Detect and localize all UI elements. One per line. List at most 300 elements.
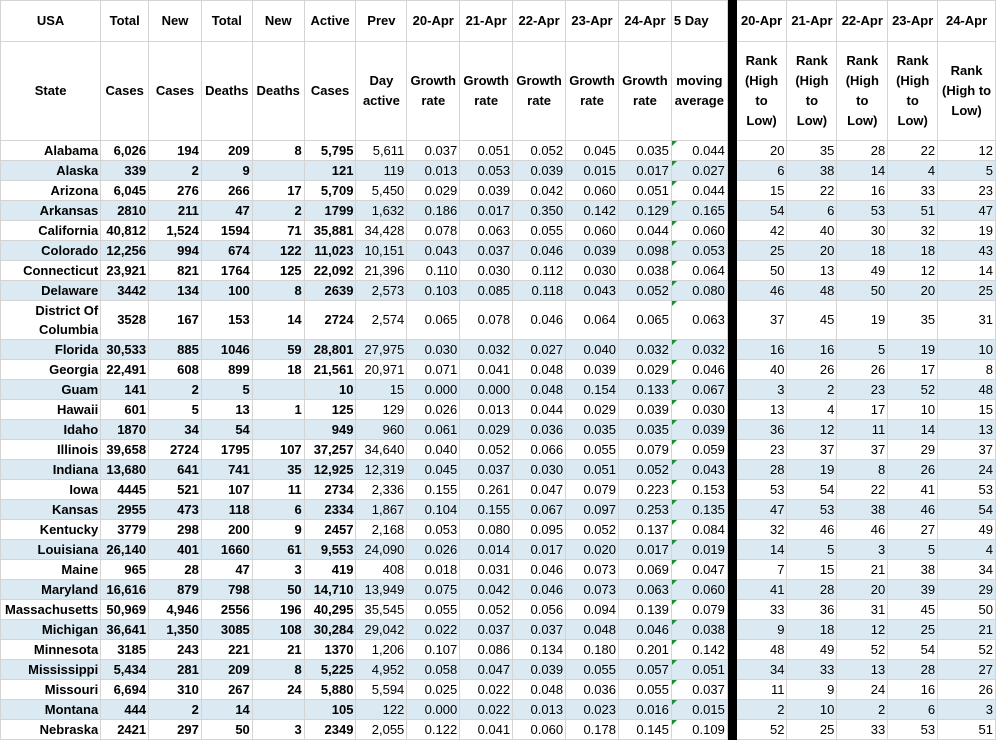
- table-row: [1, 440, 996, 460]
- table-cell: 0.032: [671, 340, 727, 360]
- table-cell: 54: [787, 480, 837, 500]
- table-cell: 473: [149, 500, 202, 520]
- table-cell: 0.029: [618, 360, 671, 380]
- table-row: [1, 580, 996, 600]
- table-cell: 0.015: [566, 161, 619, 181]
- table-cell: 0.065: [618, 301, 671, 340]
- table-cell: 0.061: [407, 420, 460, 440]
- table-cell: 13: [736, 400, 787, 420]
- table-cell: 26: [787, 360, 837, 380]
- table-cell: 0.142: [671, 640, 727, 660]
- table-cell: 674: [201, 241, 252, 261]
- column-divider: [727, 141, 736, 161]
- table-cell: 0.129: [618, 201, 671, 221]
- table-cell: 798: [201, 580, 252, 600]
- table-cell: 0.058: [407, 660, 460, 680]
- table-cell: 521: [149, 480, 202, 500]
- table-cell: 50,969: [101, 600, 149, 620]
- table-cell: 16: [837, 181, 888, 201]
- table-cell: 0.037: [407, 141, 460, 161]
- table-cell: 0.047: [671, 560, 727, 580]
- state-name-cell: Colorado: [1, 241, 101, 261]
- column-header: 24-Apr: [618, 1, 671, 42]
- table-cell: 3442: [101, 281, 149, 301]
- table-cell: 21: [252, 640, 304, 660]
- table-cell: 0.052: [513, 141, 566, 161]
- column-divider: [727, 181, 736, 201]
- table-cell: 0.044: [513, 400, 566, 420]
- state-name-cell: Illinois: [1, 440, 101, 460]
- table-cell: 0.017: [618, 161, 671, 181]
- table-cell: 14: [938, 261, 996, 281]
- table-cell: 20,971: [356, 360, 407, 380]
- table-cell: 26: [938, 680, 996, 700]
- column-header: Deaths: [252, 42, 304, 141]
- table-cell: 40,812: [101, 221, 149, 241]
- table-cell: 48: [787, 281, 837, 301]
- state-name-cell: Montana: [1, 700, 101, 720]
- table-cell: 960: [356, 420, 407, 440]
- table-cell: 0.052: [460, 600, 513, 620]
- state-name-cell: Kansas: [1, 500, 101, 520]
- table-cell: 0.046: [513, 301, 566, 340]
- table-row: [1, 201, 996, 221]
- column-divider: [727, 221, 736, 241]
- table-cell: 196: [252, 600, 304, 620]
- table-cell: 13: [787, 261, 837, 281]
- table-cell: 16: [787, 340, 837, 360]
- table-cell: 22: [837, 480, 888, 500]
- table-cell: 741: [201, 460, 252, 480]
- table-cell: 28: [736, 460, 787, 480]
- table-cell: 46: [736, 281, 787, 301]
- table-cell: 105: [304, 700, 356, 720]
- table-cell: 0.036: [513, 420, 566, 440]
- table-cell: 0.027: [671, 161, 727, 181]
- table-cell: 31: [938, 301, 996, 340]
- table-cell: 45: [787, 301, 837, 340]
- table-cell: 30,284: [304, 620, 356, 640]
- table-cell: 16: [888, 680, 938, 700]
- table-cell: 0.015: [671, 700, 727, 720]
- table-cell: 5: [787, 540, 837, 560]
- table-cell: 14: [888, 420, 938, 440]
- table-cell: 16,616: [101, 580, 149, 600]
- table-cell: 0.053: [407, 520, 460, 540]
- table-cell: 18: [252, 360, 304, 380]
- table-cell: 0.155: [460, 500, 513, 520]
- table-cell: 18: [837, 241, 888, 261]
- table-cell: 61: [252, 540, 304, 560]
- table-cell: 33: [787, 660, 837, 680]
- table-cell: 20: [837, 580, 888, 600]
- table-cell: 0.097: [566, 500, 619, 520]
- column-header: 20-Apr: [407, 1, 460, 42]
- table-cell: 0.030: [407, 340, 460, 360]
- table-cell: 0.038: [618, 261, 671, 281]
- table-cell: 0.017: [513, 540, 566, 560]
- table-cell: 0.145: [618, 720, 671, 740]
- table-cell: 0.134: [513, 640, 566, 660]
- table-cell: 125: [252, 261, 304, 281]
- table-row: [1, 181, 996, 201]
- table-cell: 39: [888, 580, 938, 600]
- table-cell: 49: [837, 261, 888, 281]
- table-cell: 45: [888, 600, 938, 620]
- column-header: 21-Apr: [787, 1, 837, 42]
- table-cell: 0.023: [566, 700, 619, 720]
- table-cell: 0.031: [460, 560, 513, 580]
- table-cell: 107: [201, 480, 252, 500]
- table-cell: 41: [888, 480, 938, 500]
- table-cell: 37: [787, 440, 837, 460]
- table-cell: [252, 420, 304, 440]
- table-cell: 5,709: [304, 181, 356, 201]
- table-cell: 0.071: [407, 360, 460, 380]
- table-cell: 0.178: [566, 720, 619, 740]
- column-header: Active: [304, 1, 356, 42]
- table-cell: 23: [837, 380, 888, 400]
- table-cell: 0.060: [513, 720, 566, 740]
- table-cell: 3: [252, 720, 304, 740]
- column-header: Total: [101, 1, 149, 42]
- table-cell: 2421: [101, 720, 149, 740]
- table-cell: 0.017: [618, 540, 671, 560]
- table-cell: 12,925: [304, 460, 356, 480]
- column-divider: [727, 1, 736, 42]
- table-cell: 53: [787, 500, 837, 520]
- table-cell: 0.350: [513, 201, 566, 221]
- table-cell: 19: [938, 221, 996, 241]
- table-cell: 949: [304, 420, 356, 440]
- table-cell: 15: [736, 181, 787, 201]
- table-cell: 12: [888, 261, 938, 281]
- table-cell: 1,206: [356, 640, 407, 660]
- column-header: Deaths: [201, 42, 252, 141]
- table-cell: [252, 700, 304, 720]
- table-cell: 10,151: [356, 241, 407, 261]
- table-cell: 0.142: [566, 201, 619, 221]
- table-cell: 0.046: [618, 620, 671, 640]
- table-cell: 310: [149, 680, 202, 700]
- table-cell: 243: [149, 640, 202, 660]
- table-cell: 0.080: [671, 281, 727, 301]
- table-row: [1, 221, 996, 241]
- table-cell: 1: [252, 400, 304, 420]
- table-cell: 0.040: [566, 340, 619, 360]
- table-cell: 0.039: [513, 161, 566, 181]
- table-row: [1, 380, 996, 400]
- table-cell: 0.051: [671, 660, 727, 680]
- table-cell: 0.055: [566, 660, 619, 680]
- table-cell: 10: [938, 340, 996, 360]
- table-cell: 25: [888, 620, 938, 640]
- table-cell: 0.075: [407, 580, 460, 600]
- column-divider: [727, 640, 736, 660]
- table-cell: 0.043: [671, 460, 727, 480]
- table-cell: 0.052: [618, 460, 671, 480]
- table-cell: 125: [304, 400, 356, 420]
- table-cell: 121: [304, 161, 356, 181]
- table-cell: 0.032: [618, 340, 671, 360]
- state-name-cell: Minnesota: [1, 640, 101, 660]
- table-row: [1, 301, 996, 340]
- table-cell: 209: [201, 141, 252, 161]
- table-cell: 0.030: [460, 261, 513, 281]
- table-cell: 0.060: [671, 221, 727, 241]
- table-cell: 2556: [201, 600, 252, 620]
- table-cell: 0.026: [407, 400, 460, 420]
- table-cell: 18: [787, 620, 837, 640]
- table-cell: 1799: [304, 201, 356, 221]
- column-divider: [727, 540, 736, 560]
- table-cell: 0.036: [566, 680, 619, 700]
- column-header: 23-Apr: [888, 1, 938, 42]
- table-cell: 0.029: [566, 400, 619, 420]
- table-cell: 10: [304, 380, 356, 400]
- table-cell: 0.043: [407, 241, 460, 261]
- table-cell: 0.060: [671, 580, 727, 600]
- table-cell: 22,092: [304, 261, 356, 281]
- table-cell: 2,574: [356, 301, 407, 340]
- table-cell: 281: [149, 660, 202, 680]
- state-name-cell: Massachusetts: [1, 600, 101, 620]
- table-cell: 49: [938, 520, 996, 540]
- table-cell: 48: [938, 380, 996, 400]
- table-cell: 1,867: [356, 500, 407, 520]
- table-cell: 0.014: [460, 540, 513, 560]
- table-cell: 7: [736, 560, 787, 580]
- table-cell: 0.078: [460, 301, 513, 340]
- table-cell: 47: [938, 201, 996, 221]
- table-cell: 0.043: [566, 281, 619, 301]
- table-cell: 0.029: [460, 420, 513, 440]
- table-cell: 10: [888, 400, 938, 420]
- table-cell: 0.037: [671, 680, 727, 700]
- table-cell: 108: [252, 620, 304, 640]
- column-divider: [727, 161, 736, 181]
- table-cell: 0.107: [407, 640, 460, 660]
- table-cell: 8: [252, 281, 304, 301]
- table-cell: 0.052: [566, 520, 619, 540]
- column-divider: [727, 560, 736, 580]
- table-cell: 0.018: [407, 560, 460, 580]
- table-cell: 821: [149, 261, 202, 281]
- table-row: [1, 680, 996, 700]
- table-cell: 1660: [201, 540, 252, 560]
- table-cell: 0.046: [671, 360, 727, 380]
- table-cell: 39,658: [101, 440, 149, 460]
- table-cell: 5,434: [101, 660, 149, 680]
- table-cell: 0.065: [407, 301, 460, 340]
- table-cell: 0.000: [407, 700, 460, 720]
- table-cell: 0.261: [460, 480, 513, 500]
- column-header: Growth rate: [618, 42, 671, 141]
- table-cell: 5,225: [304, 660, 356, 680]
- table-cell: 37: [837, 440, 888, 460]
- table-cell: 13: [837, 660, 888, 680]
- table-cell: 40: [787, 221, 837, 241]
- table-cell: 34,428: [356, 221, 407, 241]
- table-cell: 0.085: [460, 281, 513, 301]
- table-cell: 4,946: [149, 600, 202, 620]
- table-cell: 2: [736, 700, 787, 720]
- table-row: [1, 281, 996, 301]
- table-cell: 38: [888, 560, 938, 580]
- table-cell: 5,611: [356, 141, 407, 161]
- table-cell: 0.060: [566, 181, 619, 201]
- table-cell: 27: [938, 660, 996, 680]
- table-cell: 0.069: [618, 560, 671, 580]
- table-cell: 42: [736, 221, 787, 241]
- table-cell: 5: [201, 380, 252, 400]
- table-cell: 29,042: [356, 620, 407, 640]
- table-cell: 52: [837, 640, 888, 660]
- table-cell: 2,055: [356, 720, 407, 740]
- table-cell: 0.109: [671, 720, 727, 740]
- table-cell: 0.079: [618, 440, 671, 460]
- table-cell: 14: [201, 700, 252, 720]
- table-cell: 36: [736, 420, 787, 440]
- column-divider: [727, 380, 736, 400]
- header-row-row2: [1, 42, 996, 141]
- table-cell: 3: [252, 560, 304, 580]
- table-cell: 0.064: [671, 261, 727, 281]
- table-row: [1, 520, 996, 540]
- table-cell: 47: [201, 201, 252, 221]
- table-cell: 0.154: [566, 380, 619, 400]
- column-divider: [727, 720, 736, 740]
- table-cell: 5,450: [356, 181, 407, 201]
- column-header: Growth rate: [407, 42, 460, 141]
- column-header: moving average: [671, 42, 727, 141]
- table-cell: 3: [736, 380, 787, 400]
- table-cell: 0.137: [618, 520, 671, 540]
- table-cell: 32: [888, 221, 938, 241]
- table-cell: 24: [938, 460, 996, 480]
- table-cell: 1,524: [149, 221, 202, 241]
- table-row: [1, 560, 996, 580]
- table-cell: 50: [736, 261, 787, 281]
- column-header: Rank (High to Low): [888, 42, 938, 141]
- table-cell: 22,491: [101, 360, 149, 380]
- table-cell: 298: [149, 520, 202, 540]
- table-cell: 0.026: [407, 540, 460, 560]
- state-name-cell: Idaho: [1, 420, 101, 440]
- column-header: Growth rate: [460, 42, 513, 141]
- table-row: [1, 460, 996, 480]
- table-cell: 4: [787, 400, 837, 420]
- table-cell: 19: [888, 340, 938, 360]
- table-cell: 11: [252, 480, 304, 500]
- table-cell: 0.056: [513, 600, 566, 620]
- table-cell: 37: [938, 440, 996, 460]
- table-row: [1, 700, 996, 720]
- table-cell: 0.052: [460, 440, 513, 460]
- column-header: Growth rate: [566, 42, 619, 141]
- column-header: New: [149, 1, 202, 42]
- table-cell: 0.086: [460, 640, 513, 660]
- table-cell: 2734: [304, 480, 356, 500]
- table-cell: 0.201: [618, 640, 671, 660]
- table-cell: 0.118: [513, 281, 566, 301]
- table-cell: [252, 161, 304, 181]
- table-cell: 28: [149, 560, 202, 580]
- column-header: 22-Apr: [837, 1, 888, 42]
- table-cell: 0.104: [407, 500, 460, 520]
- table-cell: 0.060: [566, 221, 619, 241]
- table-cell: 4445: [101, 480, 149, 500]
- table-cell: 21: [938, 620, 996, 640]
- table-cell: 0.078: [407, 221, 460, 241]
- table-cell: 1795: [201, 440, 252, 460]
- table-cell: 51: [938, 720, 996, 740]
- column-divider: [727, 660, 736, 680]
- table-cell: 0.022: [460, 680, 513, 700]
- table-cell: 40,295: [304, 600, 356, 620]
- table-cell: 21: [837, 560, 888, 580]
- table-row: [1, 141, 996, 161]
- table-cell: 50: [201, 720, 252, 740]
- table-cell: 297: [149, 720, 202, 740]
- table-cell: 53: [938, 480, 996, 500]
- column-header: Rank (High to Low): [837, 42, 888, 141]
- column-header: Cases: [304, 42, 356, 141]
- table-cell: 339: [101, 161, 149, 181]
- table-cell: 0.039: [513, 660, 566, 680]
- table-cell: 16: [736, 340, 787, 360]
- table-cell: 0.039: [618, 400, 671, 420]
- table-cell: 4: [938, 540, 996, 560]
- state-name-cell: Maryland: [1, 580, 101, 600]
- table-cell: 2349: [304, 720, 356, 740]
- table-cell: 12: [787, 420, 837, 440]
- table-cell: 211: [149, 201, 202, 221]
- table-cell: 3: [837, 540, 888, 560]
- table-cell: 2,168: [356, 520, 407, 540]
- table-cell: 2: [837, 700, 888, 720]
- state-name-cell: Alabama: [1, 141, 101, 161]
- table-cell: 0.055: [618, 680, 671, 700]
- table-cell: 118: [201, 500, 252, 520]
- table-cell: 10: [787, 700, 837, 720]
- column-header: 20-Apr: [736, 1, 787, 42]
- table-cell: 17: [888, 360, 938, 380]
- table-cell: 0.051: [460, 141, 513, 161]
- table-cell: 0.039: [671, 420, 727, 440]
- table-cell: 59: [252, 340, 304, 360]
- table-cell: 26: [837, 360, 888, 380]
- table-cell: 9: [736, 620, 787, 640]
- table-cell: 3085: [201, 620, 252, 640]
- table-cell: 11: [736, 680, 787, 700]
- table-cell: 994: [149, 241, 202, 261]
- table-cell: 0.030: [566, 261, 619, 281]
- table-cell: 153: [201, 301, 252, 340]
- column-divider: [727, 261, 736, 281]
- state-name-cell: Maine: [1, 560, 101, 580]
- table-cell: 21,561: [304, 360, 356, 380]
- table-cell: [252, 380, 304, 400]
- table-cell: 34,640: [356, 440, 407, 460]
- table-cell: 122: [252, 241, 304, 261]
- table-cell: 0.155: [407, 480, 460, 500]
- table-cell: 0.055: [513, 221, 566, 241]
- table-cell: 0.020: [566, 540, 619, 560]
- table-row: [1, 400, 996, 420]
- table-cell: 4,952: [356, 660, 407, 680]
- table-row: [1, 340, 996, 360]
